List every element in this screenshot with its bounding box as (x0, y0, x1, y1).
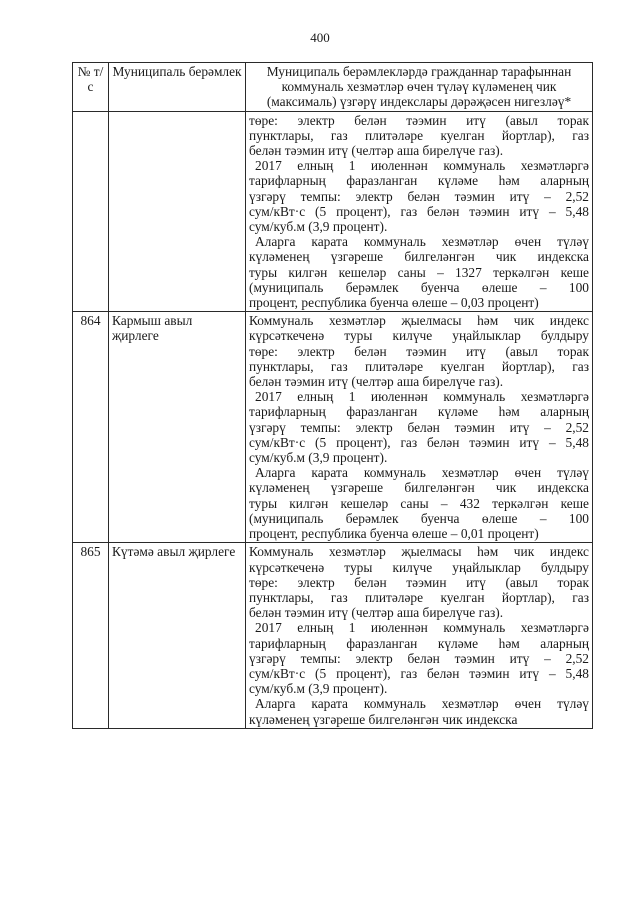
description-line: Коммуналь хезмәтләр җыелмасы һәм чик индекс (249, 544, 589, 560)
description-line: сум/куб.м (3,9 процент). (249, 450, 388, 466)
description-line: пунктлары, газ плитәләре куелган йортлар), газ (249, 589, 589, 605)
description-line: сум/кВт·с (5 процент), газ белән тәэмин итү – 5,48 (249, 203, 589, 219)
index-table (72, 62, 593, 729)
table-body (73, 111, 593, 728)
row-number (73, 111, 109, 312)
description-line: күрсәткеченә туры килүче уңайлыклар булдыру (249, 559, 589, 575)
description-line: Аларга карата коммуналь хезмәтләр өчен түләү (255, 465, 589, 481)
description-line: 2017 елның 1 июленнән коммуналь хезмәтләргә (255, 389, 589, 405)
row-municipality: Күтәмә авыл җирлеге (109, 543, 246, 728)
description-line: пунктлары, газ плитәләре куелган йортлар), газ (249, 127, 589, 143)
row-description (246, 111, 593, 312)
page-number: 400 (310, 30, 330, 45)
description-line: туры килгән кешеләр саны – 432 теркәлгән кеше (249, 495, 589, 511)
description-line: тарифларның фаразланган күләме һәм аларның (249, 404, 589, 420)
description-line: төре: электр белән тәэмин итү (авыл торак (249, 574, 589, 590)
row-number: 865 (73, 543, 109, 728)
row-description (246, 312, 593, 543)
description-line: Коммуналь хезмәтләр җыелмасы һәм чик индекс (249, 313, 589, 329)
description-line: процент, республика буенча өлеше – 0,01 процент) (249, 526, 539, 542)
row-number: 864 (73, 312, 109, 543)
description-line: күләменең үзгәреше билгеләнгән чик индекска (249, 480, 589, 496)
header-description: Муниципаль берәмлекләрдә гражданнар тарафыннан коммуналь хезмәтләр өчен түләү күләменең чик (максималь) үзгәрү индекслары дәрәҗәсен нигезләү* (246, 63, 593, 112)
description-line: Аларга карата коммуналь хезмәтләр өчен түләү (255, 696, 589, 712)
row-description (246, 543, 593, 728)
description-line: сум/кВт·с (5 процент), газ белән тәэмин итү – 5,48 (249, 434, 589, 450)
description-line: күләменең үзгәреше билгеләнгән чик индекска (249, 249, 589, 265)
description-line: үзгәрү темпы: электр белән тәэмин итү – 2,52 (249, 650, 589, 666)
description-line: пунктлары, газ плитәләре куелган йортлар), газ (249, 358, 589, 374)
description-line: 2017 елның 1 июленнән коммуналь хезмәтләргә (255, 620, 589, 636)
description-line: үзгәрү темпы: электр белән тәэмин итү – 2,52 (249, 188, 589, 204)
description-line: Аларга карата коммуналь хезмәтләр өчен түләү (255, 234, 589, 250)
description-line: (муниципаль берәмлек буенча өлеше – 100 (249, 510, 589, 526)
description-line: күләменең үзгәреше билгеләнгән чик индекска (249, 711, 518, 727)
header-municipality: Муниципаль берәмлек (109, 63, 246, 112)
description-line: сум/кВт·с (5 процент), газ белән тәэмин итү – 5,48 (249, 665, 589, 681)
description-line: процент, республика буенча өлеше – 0,03 процент) (249, 295, 539, 311)
row-municipality (109, 111, 246, 312)
description-line: сум/куб.м (3,9 процент). (249, 219, 388, 235)
table-row (73, 543, 593, 728)
description-line: үзгәрү темпы: электр белән тәэмин итү – 2,52 (249, 419, 589, 435)
description-line: белән тәэмин итү (челтәр аша бирелүче газ). (249, 374, 504, 390)
description-line: тарифларның фаразланган күләме һәм аларның (249, 635, 589, 651)
header-number: № т/с (73, 63, 109, 112)
table-row (73, 312, 593, 543)
description-line: белән тәэмин итү (челтәр аша бирелүче газ). (249, 605, 504, 621)
description-line: белән тәэмин итү (челтәр аша бирелүче газ). (249, 143, 504, 159)
table-row (73, 111, 593, 312)
description-line: сум/куб.м (3,9 процент). (249, 681, 388, 697)
description-line: (муниципаль берәмлек буенча өлеше – 100 (249, 279, 589, 295)
description-line: тарифларның фаразланган күләме һәм аларның (249, 173, 589, 189)
description-line: күрсәткеченә туры килүче уңайлыклар булдыру (249, 328, 589, 344)
description-line: туры килгән кешеләр саны – 1327 теркәлгән кеше (249, 264, 589, 280)
description-line: төре: электр белән тәэмин итү (авыл торак (249, 343, 589, 359)
description-line: 2017 елның 1 июленнән коммуналь хезмәтләргә (255, 158, 589, 174)
row-municipality: Кармыш авыл җирлеге (109, 312, 246, 543)
table-header-row (73, 63, 593, 112)
description-line: төре: электр белән тәэмин итү (авыл торак (249, 112, 589, 128)
